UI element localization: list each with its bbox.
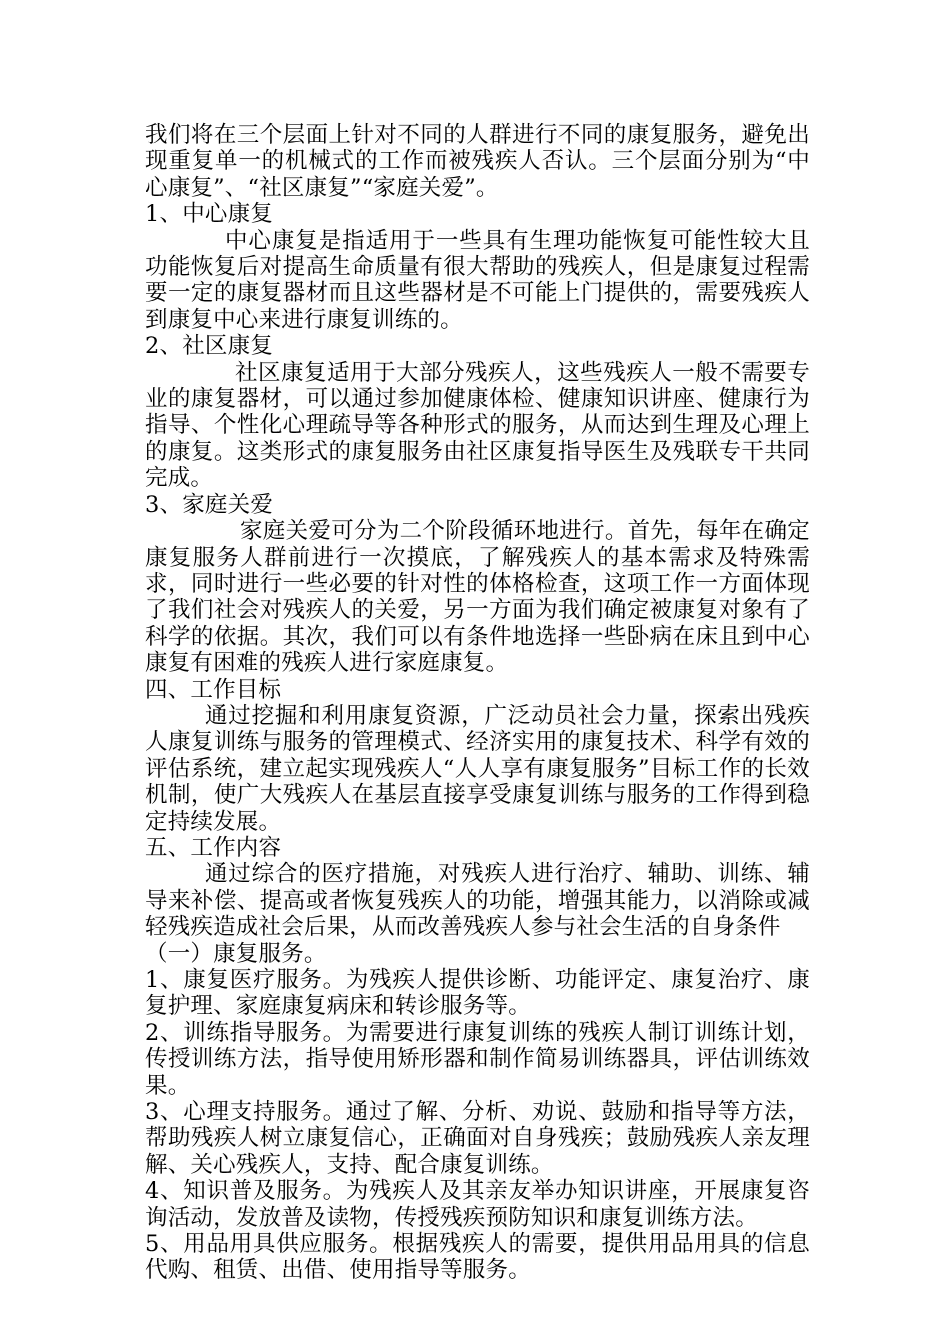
- part4-paragraph: 通过挖掘和利用康复资源，广泛动员社会力量，探索出残疾人康复训练与服务的管理模式、经济实用的康复技术、科学有效的评估系统，建立起实现残疾人“人人享有康复服务”目标工作的长效机制，使广大残疾人在基层直接享受康复训练与服务的工作得到稳定持续发展。: [145, 702, 810, 835]
- part4-heading: 四、工作目标: [145, 676, 282, 703]
- list-item: 3、心理支持服务。通过了解、分析、劝说、鼓励和指导等方法，帮助残疾人树立康复信心，正确面对自身残疾；鼓励残疾人亲友理解、关心残疾人，支持、配合康复训练。: [145, 1099, 810, 1178]
- part5-heading: 五、工作内容: [145, 834, 282, 861]
- section2-heading: 2、社区康复: [145, 333, 274, 360]
- section3-heading: 3、家庭关爱: [145, 491, 274, 518]
- sub1-heading: （一）康复服务。: [145, 940, 327, 967]
- section3-paragraph: 家庭关爱可分为二个阶段循环地进行。首先，每年在确定康复服务人群前进行一次摸底，了解残疾人的基本需求及特殊需求，同时进行一些必要的针对性的体格检查，这项工作一方面体现了我们社会对残疾人的关爱，另一方面为我们确定被康复对象有了科学的依据。其次，我们可以有条件地选择一些卧病在床且到中心康复有困难的残疾人进行家庭康复。: [145, 518, 810, 677]
- list-item: 1、康复医疗服务。为残疾人提供诊断、功能评定、康复治疗、康复护理、家庭康复病床和转诊服务等。: [145, 967, 810, 1020]
- document-page: [145, 122, 810, 1284]
- list-item: 5、用品用具供应服务。根据残疾人的需要，提供用品用具的信息代购、租赁、出借、使用指导等服务。: [145, 1231, 810, 1284]
- section2-paragraph: 社区康复适用于大部分残疾人，这些残疾人一般不需要专业的康复器材，可以通过参加健康体检、健康知识讲座、健康行为指导、个性化心理疏导等各种形式的服务，从而达到生理及心理上的康复。这类形式的康复服务由社区康复指导医生及残联专干共同完成。: [145, 359, 810, 492]
- section1-paragraph: 中心康复是指适用于一些具有生理功能恢复可能性较大且功能恢复后对提高生命质量有很大帮助的残疾人，但是康复过程需要一定的康复器材而且这些器材是不可能上门提供的，需要残疾人到康复中心来进行康复训练的。: [145, 227, 810, 333]
- intro-paragraph: 我们将在三个层面上针对不同的人群进行不同的康复服务，避免出现重复单一的机械式的工作而被残疾人否认。三个层面分别为“中心康复”、“社区康复”“家庭关爱”。: [145, 122, 810, 201]
- part5-paragraph: 通过综合的医疗措施，对残疾人进行治疗、辅助、训练、辅导来补偿、提高或者恢复残疾人的功能，增强其能力，以消除或减轻残疾造成社会后果，从而改善残疾人参与社会生活的自身条件: [145, 861, 810, 941]
- list-item: 4、知识普及服务。为残疾人及其亲友举办知识讲座，开展康复咨询活动，发放普及读物，传授残疾预防知识和康复训练方法。: [145, 1178, 810, 1231]
- section1-heading: 1、中心康复: [145, 201, 274, 228]
- list-item: 2、训练指导服务。为需要进行康复训练的残疾人制订训练计划，传授训练方法，指导使用矫形器和制作简易训练器具，评估训练效果。: [145, 1019, 810, 1099]
